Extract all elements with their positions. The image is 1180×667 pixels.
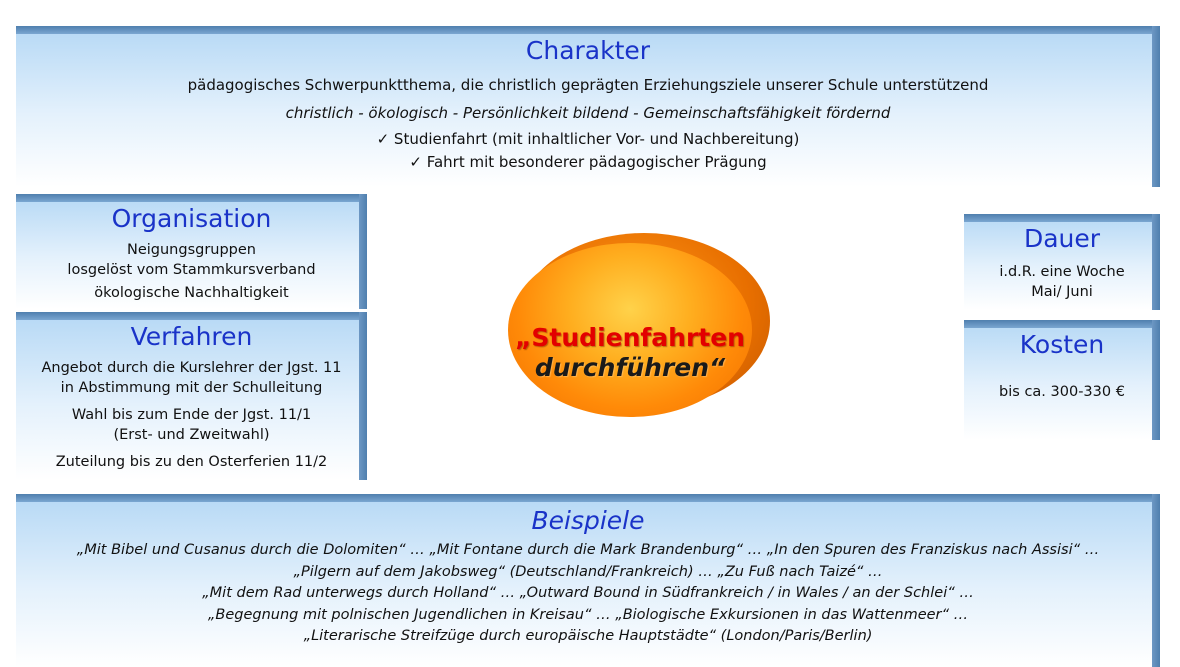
dauer-line: Mai/ Juni	[1031, 284, 1093, 300]
organisation-title: Organisation	[111, 204, 272, 233]
beispiele-title: Beispiele	[531, 506, 645, 535]
center-ellipse	[508, 243, 752, 417]
beispiele-line: „Begegnung mit polnischen Jugendlichen in Kreisau“ … „Biologische Exkursionen in das Wattenmeer“ …	[207, 606, 969, 623]
organisation-line: ökologische Nachhaltigkeit	[94, 285, 289, 301]
verfahren-title: Verfahren	[130, 322, 253, 351]
charakter-check-fahrt: ✓ Fahrt mit besonderer pädagogischer Prägung	[409, 153, 767, 171]
verfahren-line: (Erst- und Zweitwahl)	[113, 427, 270, 443]
verfahren-line: in Abstimmung mit der Schulleitung	[60, 380, 323, 396]
beispiele-line: „Literarische Streifzüge durch europäische Hauptstädte“ (London/Paris/Berlin)	[303, 628, 873, 644]
dauer-line: i.d.R. eine Woche	[999, 264, 1125, 280]
verfahren-box	[16, 312, 367, 480]
kosten-box	[964, 320, 1160, 440]
kosten-text: bis ca. 300-330 €	[999, 384, 1125, 400]
charakter-box	[16, 26, 1160, 187]
verfahren-line: Wahl bis zum Ende der Jgst. 11/1	[71, 407, 312, 423]
charakter-description: pädagogisches Schwerpunktthema, die christlich geprägten Erziehungsziele unserer Schule unterstützend	[187, 76, 989, 94]
charakter-values: christlich - ökologisch - Persönlichkeit bildend - Gemeinschaftsfähigkeit fördernd	[285, 104, 891, 122]
charakter-title: Charakter	[525, 36, 651, 65]
organisation-line: Neigungsgruppen	[126, 242, 256, 258]
verfahren-line: Zuteilung bis zu den Osterferien 11/2	[55, 454, 328, 470]
verfahren-line: Angebot durch die Kurslehrer der Jgst. 11	[41, 360, 342, 376]
charakter-check-studienfahrt: ✓ Studienfahrt (mit inhaltlicher Vor- und Nachbereitung)	[376, 130, 800, 148]
beispiele-line: „Mit dem Rad unterwegs durch Holland“ … „Outward Bound in Südfrankreich / in Wales / an der Schlei“ …	[202, 585, 974, 601]
beispiele-box	[16, 494, 1160, 667]
kosten-title: Kosten	[1019, 330, 1105, 359]
beispiele-line: „Mit Bibel und Cusanus durch die Dolomiten“ … „Mit Fontane durch die Mark Brandenburg“ … „In den Spuren des Franziskus nach Assisi“ …	[76, 542, 1100, 558]
center-title-line1: „Studienfahrten	[515, 323, 745, 352]
organisation-line: losgelöst vom Stammkursverband	[67, 262, 316, 278]
center-title-line2: durchführen“	[534, 353, 726, 382]
beispiele-line: „Pilgern auf dem Jakobsweg“ (Deutschland/Frankreich) … „Zu Fuß nach Taizé“ …	[293, 563, 883, 580]
organisation-box	[16, 194, 367, 309]
dauer-box	[964, 214, 1160, 310]
dauer-title: Dauer	[1023, 224, 1101, 253]
